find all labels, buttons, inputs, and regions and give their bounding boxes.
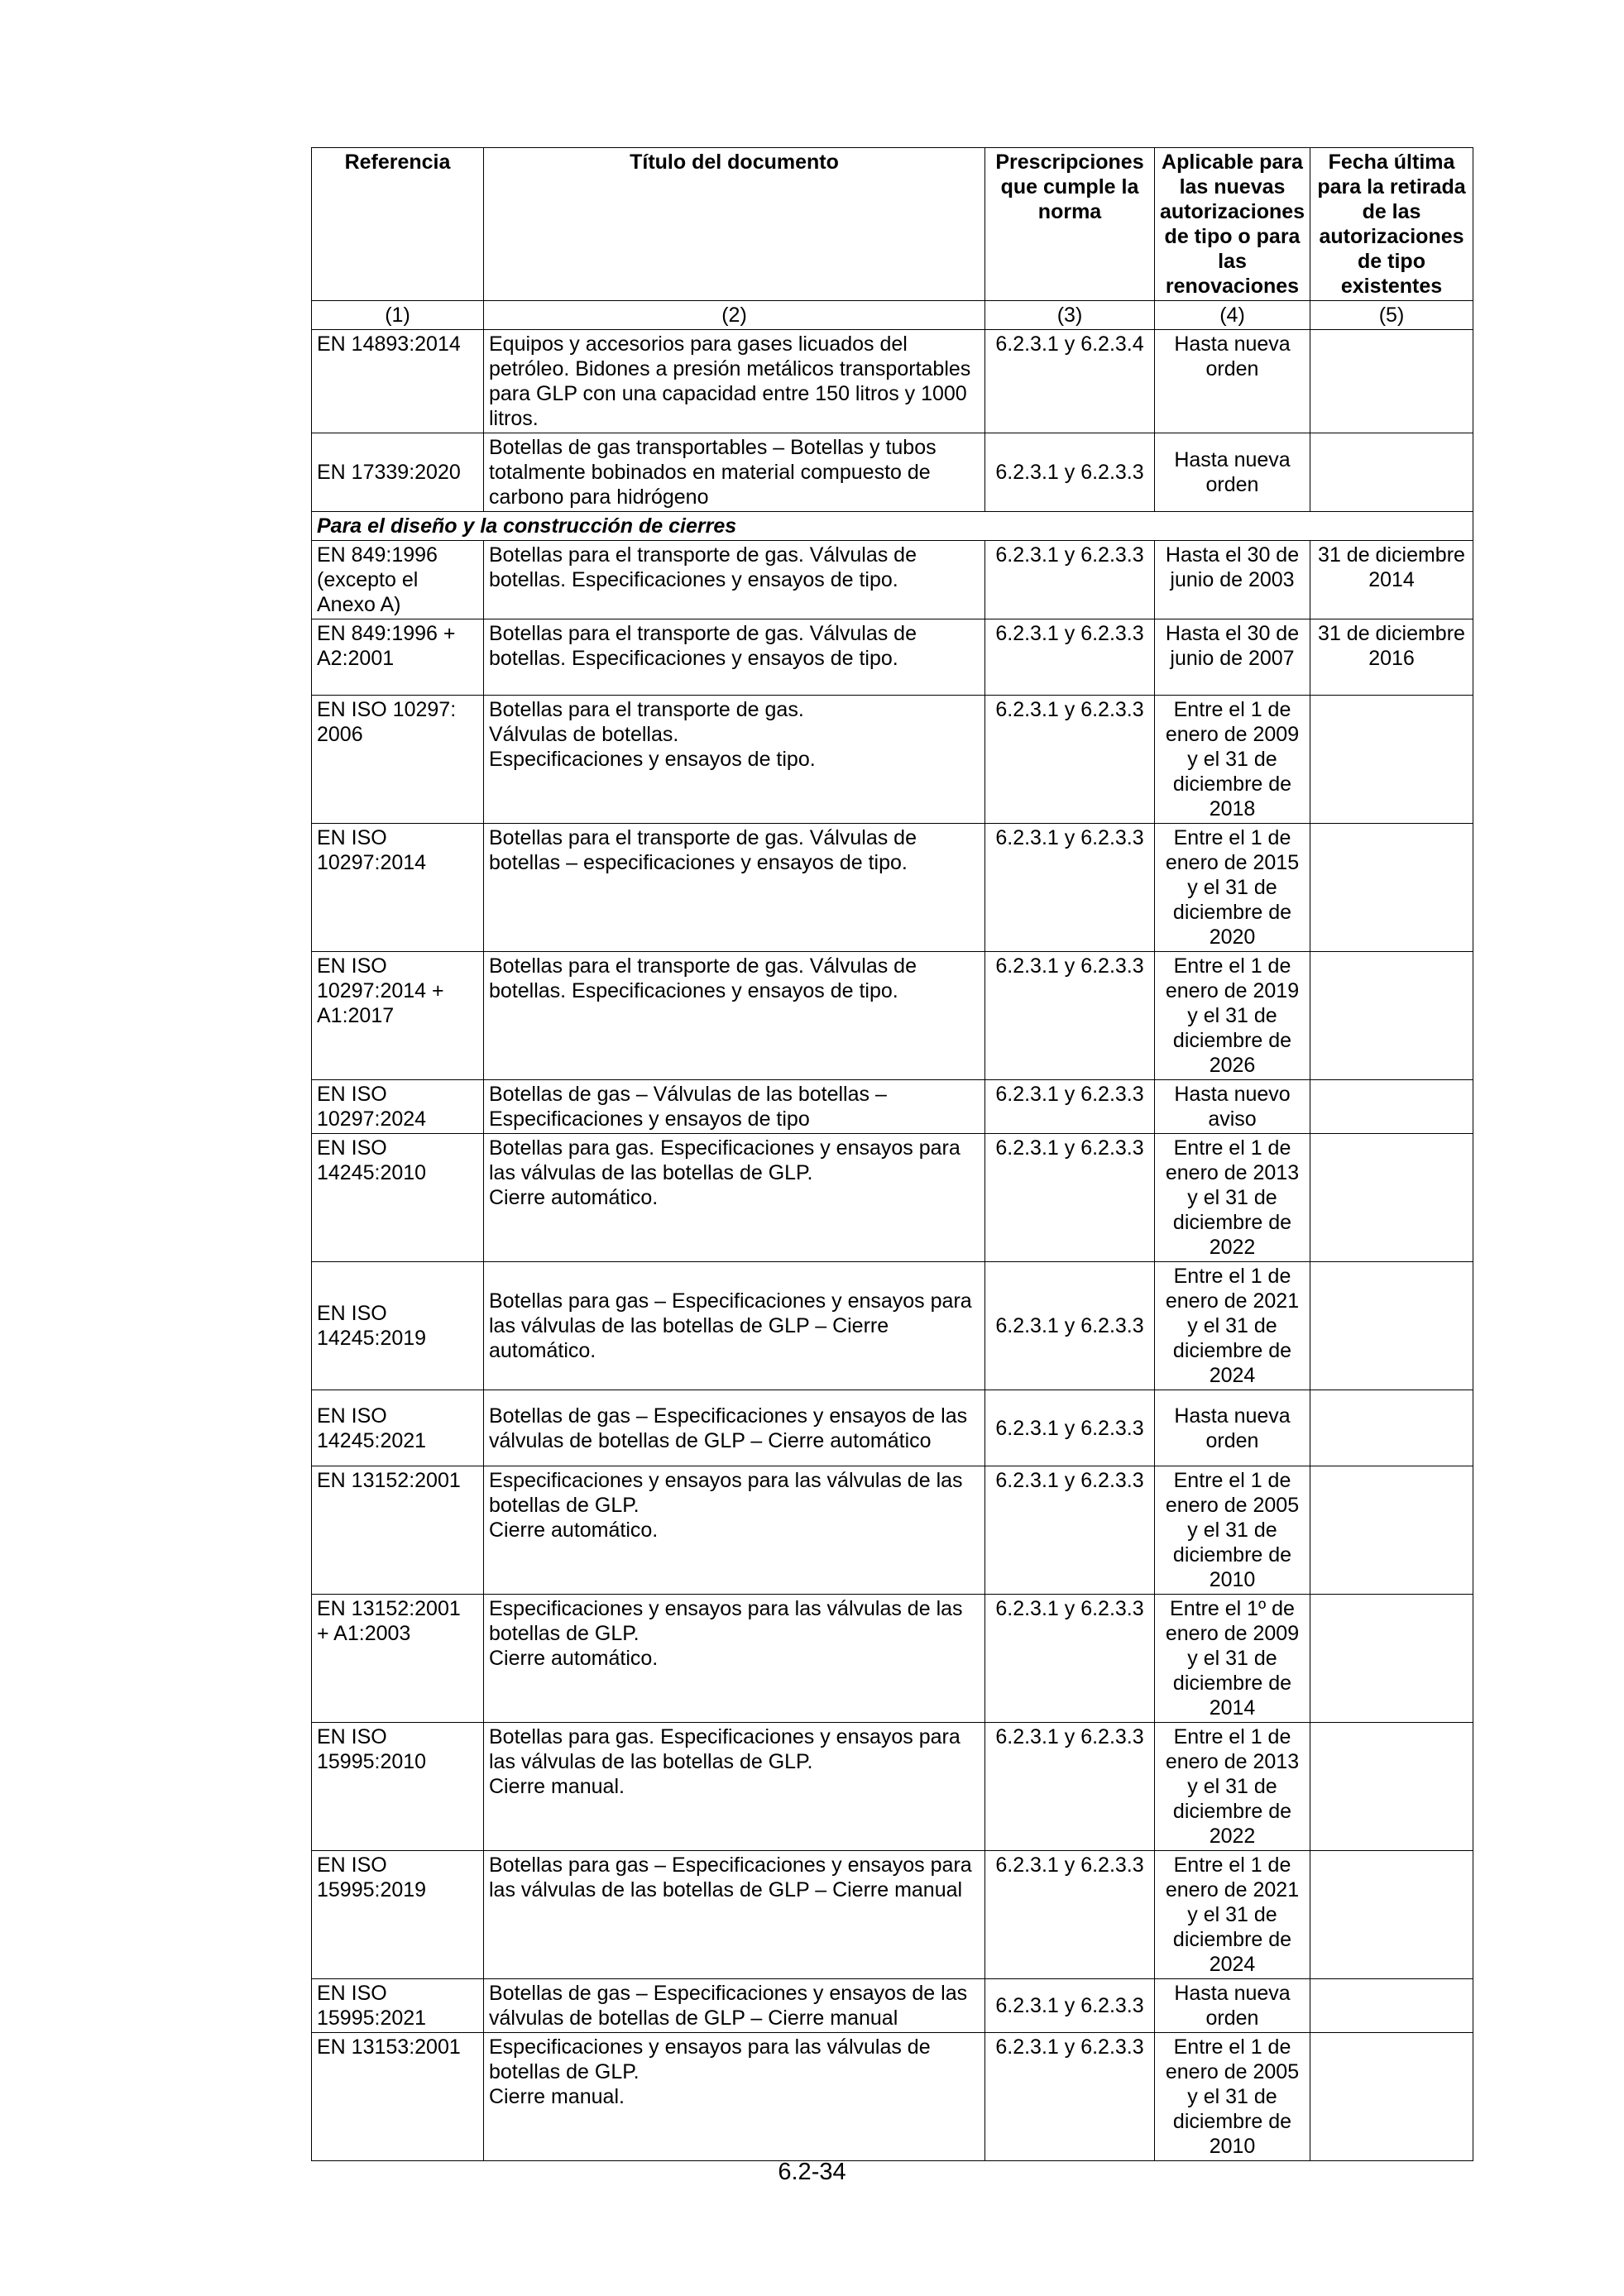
page-number: 6.2-34 bbox=[778, 2159, 846, 2185]
cell-document-title: Botellas para el transporte de gas. Válvulas de botellas. Especificaciones y ensayos de tipo. bbox=[484, 952, 985, 1080]
cell-requirements: 6.2.3.1 y 6.2.3.4 bbox=[985, 330, 1155, 433]
cell-reference: EN ISO 15995:2010 bbox=[312, 1723, 484, 1851]
cell-document-title: Botellas para el transporte de gas. Válvulas de botellas – especificaciones y ensayos de tipo. bbox=[484, 824, 985, 952]
header-requirements: Prescripciones que cumple la norma bbox=[985, 148, 1155, 301]
column-number: (2) bbox=[484, 301, 985, 330]
cell-document-title: Botellas de gas – Especificaciones y ensayos de las válvulas de botellas de GLP – Cierre automático bbox=[484, 1390, 985, 1466]
cell-requirements: 6.2.3.1 y 6.2.3.3 bbox=[985, 1979, 1155, 2033]
cell-reference: EN 849:1996 (excepto el Anexo A) bbox=[312, 541, 484, 619]
column-number: (4) bbox=[1155, 301, 1310, 330]
table-row bbox=[312, 619, 1473, 696]
cell-document-title: Botellas para el transporte de gas. Válvulas de botellas. Especificaciones y ensayos de tipo. bbox=[484, 541, 985, 619]
cell-withdrawal-date bbox=[1310, 1595, 1473, 1723]
cell-reference: EN ISO 15995:2019 bbox=[312, 1851, 484, 1979]
table-row bbox=[312, 1262, 1473, 1390]
header-row bbox=[312, 148, 1473, 301]
table-row bbox=[312, 330, 1473, 433]
cell-requirements: 6.2.3.1 y 6.2.3.3 bbox=[985, 1851, 1155, 1979]
cell-reference: EN ISO 14245:2010 bbox=[312, 1134, 484, 1262]
cell-applicable: Hasta nueva orden bbox=[1155, 330, 1310, 433]
cell-reference: EN ISO 14245:2021 bbox=[312, 1390, 484, 1466]
cell-document-title: Botellas de gas – Especificaciones y ensayos de las válvulas de botellas de GLP – Cierre manual bbox=[484, 1979, 985, 2033]
cell-withdrawal-date bbox=[1310, 1080, 1473, 1134]
cell-reference: EN 13152:2001 bbox=[312, 1466, 484, 1595]
cell-withdrawal-date bbox=[1310, 696, 1473, 824]
cell-document-title: Especificaciones y ensayos para las válvulas de las botellas de GLP. Cierre automático. bbox=[484, 1595, 985, 1723]
table-row bbox=[312, 1080, 1473, 1134]
cell-requirements: 6.2.3.1 y 6.2.3.3 bbox=[985, 433, 1155, 512]
cell-withdrawal-date bbox=[1310, 1979, 1473, 2033]
table-row bbox=[312, 696, 1473, 824]
cell-reference: EN ISO 10297:2014 + A1:2017 bbox=[312, 952, 484, 1080]
cell-requirements: 6.2.3.1 y 6.2.3.3 bbox=[985, 2033, 1155, 2161]
cell-applicable: Entre el 1 de enero de 2015 y el 31 de diciembre de 2020 bbox=[1155, 824, 1310, 952]
header-reference: Referencia bbox=[312, 148, 484, 301]
cell-reference: EN 13152:2001 + A1:2003 bbox=[312, 1595, 484, 1723]
cell-reference: EN 17339:2020 bbox=[312, 433, 484, 512]
cell-withdrawal-date bbox=[1310, 1723, 1473, 1851]
table-row bbox=[312, 1979, 1473, 2033]
cell-applicable: Hasta nueva orden bbox=[1155, 433, 1310, 512]
cell-applicable: Hasta nueva orden bbox=[1155, 1979, 1310, 2033]
cell-requirements: 6.2.3.1 y 6.2.3.3 bbox=[985, 952, 1155, 1080]
cell-requirements: 6.2.3.1 y 6.2.3.3 bbox=[985, 541, 1155, 619]
cell-withdrawal-date: 31 de diciembre 2016 bbox=[1310, 619, 1473, 696]
table-row bbox=[312, 824, 1473, 952]
section-row bbox=[312, 512, 1473, 541]
cell-requirements: 6.2.3.1 y 6.2.3.3 bbox=[985, 824, 1155, 952]
cell-document-title: Botellas de gas – Válvulas de las botellas – Especificaciones y ensayos de tipo bbox=[484, 1080, 985, 1134]
cell-applicable: Entre el 1 de enero de 2005 y el 31 de diciembre de 2010 bbox=[1155, 1466, 1310, 1595]
cell-withdrawal-date bbox=[1310, 1134, 1473, 1262]
cell-withdrawal-date bbox=[1310, 2033, 1473, 2161]
cell-requirements: 6.2.3.1 y 6.2.3.3 bbox=[985, 1390, 1155, 1466]
cell-requirements: 6.2.3.1 y 6.2.3.3 bbox=[985, 1723, 1155, 1851]
cell-applicable: Entre el 1 de enero de 2009 y el 31 de diciembre de 2018 bbox=[1155, 696, 1310, 824]
cell-withdrawal-date bbox=[1310, 1390, 1473, 1466]
cell-applicable: Entre el 1 de enero de 2013 y el 31 de diciembre de 2022 bbox=[1155, 1723, 1310, 1851]
table-row bbox=[312, 1390, 1473, 1466]
cell-reference: EN 14893:2014 bbox=[312, 330, 484, 433]
cell-requirements: 6.2.3.1 y 6.2.3.3 bbox=[985, 619, 1155, 696]
table-row bbox=[312, 2033, 1473, 2161]
cell-withdrawal-date bbox=[1310, 330, 1473, 433]
cell-document-title: Equipos y accesorios para gases licuados del petróleo. Bidones a presión metálicos transportables para GLP con una capacidad entre 150 litros y 1000 litros. bbox=[484, 330, 985, 433]
cell-applicable: Hasta nueva orden bbox=[1155, 1390, 1310, 1466]
cell-applicable: Entre el 1 de enero de 2005 y el 31 de diciembre de 2010 bbox=[1155, 2033, 1310, 2161]
cell-reference: EN ISO 14245:2019 bbox=[312, 1262, 484, 1390]
cell-withdrawal-date bbox=[1310, 952, 1473, 1080]
column-number: (1) bbox=[312, 301, 484, 330]
cell-withdrawal-date bbox=[1310, 1851, 1473, 1979]
cell-requirements: 6.2.3.1 y 6.2.3.3 bbox=[985, 1134, 1155, 1262]
table-row bbox=[312, 1851, 1473, 1979]
cell-document-title: Botellas para el transporte de gas. Válvulas de botellas. Especificaciones y ensayos de tipo. bbox=[484, 696, 985, 824]
section-title: Para el diseño y la construcción de cierres bbox=[312, 512, 1473, 541]
standards-table bbox=[311, 147, 1473, 2161]
table-row bbox=[312, 1134, 1473, 1262]
cell-document-title: Botellas para gas – Especificaciones y ensayos para las válvulas de las botellas de GLP – Cierre automático. bbox=[484, 1262, 985, 1390]
cell-document-title: Botellas para el transporte de gas. Válvulas de botellas. Especificaciones y ensayos de tipo. bbox=[484, 619, 985, 696]
cell-reference: EN ISO 10297:2024 bbox=[312, 1080, 484, 1134]
cell-requirements: 6.2.3.1 y 6.2.3.3 bbox=[985, 1262, 1155, 1390]
cell-applicable: Hasta el 30 de junio de 2007 bbox=[1155, 619, 1310, 696]
cell-document-title: Especificaciones y ensayos para las válvulas de las botellas de GLP. Cierre automático. bbox=[484, 1466, 985, 1595]
table-row bbox=[312, 1595, 1473, 1723]
cell-withdrawal-date bbox=[1310, 433, 1473, 512]
cell-applicable: Entre el 1 de enero de 2021 y el 31 de diciembre de 2024 bbox=[1155, 1851, 1310, 1979]
cell-withdrawal-date bbox=[1310, 1262, 1473, 1390]
cell-withdrawal-date: 31 de diciembre 2014 bbox=[1310, 541, 1473, 619]
column-number: (3) bbox=[985, 301, 1155, 330]
cell-document-title: Botellas para gas. Especificaciones y ensayos para las válvulas de las botellas de GLP. Cierre automático. bbox=[484, 1134, 985, 1262]
cell-requirements: 6.2.3.1 y 6.2.3.3 bbox=[985, 1595, 1155, 1723]
cell-reference: EN ISO 10297:2014 bbox=[312, 824, 484, 952]
table-row bbox=[312, 952, 1473, 1080]
cell-reference: EN ISO 15995:2021 bbox=[312, 1979, 484, 2033]
table-row bbox=[312, 1466, 1473, 1595]
cell-withdrawal-date bbox=[1310, 1466, 1473, 1595]
header-document-title: Título del documento bbox=[484, 148, 985, 301]
cell-document-title: Botellas para gas. Especificaciones y ensayos para las válvulas de las botellas de GLP. Cierre manual. bbox=[484, 1723, 985, 1851]
cell-reference: EN ISO 10297: 2006 bbox=[312, 696, 484, 824]
cell-applicable: Entre el 1 de enero de 2019 y el 31 de diciembre de 2026 bbox=[1155, 952, 1310, 1080]
header-withdrawal-date: Fecha última para la retirada de las autorizaciones de tipo existentes bbox=[1310, 148, 1473, 301]
cell-applicable: Hasta el 30 de junio de 2003 bbox=[1155, 541, 1310, 619]
column-number-row bbox=[312, 301, 1473, 330]
table-row bbox=[312, 541, 1473, 619]
cell-applicable: Entre el 1 de enero de 2013 y el 31 de diciembre de 2022 bbox=[1155, 1134, 1310, 1262]
header-applicable: Aplicable para las nuevas autorizaciones de tipo o para las renovaciones bbox=[1155, 148, 1310, 301]
cell-requirements: 6.2.3.1 y 6.2.3.3 bbox=[985, 1080, 1155, 1134]
table-row bbox=[312, 433, 1473, 512]
cell-applicable: Entre el 1º de enero de 2009 y el 31 de diciembre de 2014 bbox=[1155, 1595, 1310, 1723]
cell-applicable: Entre el 1 de enero de 2021 y el 31 de diciembre de 2024 bbox=[1155, 1262, 1310, 1390]
cell-withdrawal-date bbox=[1310, 824, 1473, 952]
cell-document-title: Botellas de gas transportables – Botellas y tubos totalmente bobinados en material compuesto de carbono para hidrógeno bbox=[484, 433, 985, 512]
table-row bbox=[312, 1723, 1473, 1851]
cell-requirements: 6.2.3.1 y 6.2.3.3 bbox=[985, 696, 1155, 824]
cell-reference: EN 13153:2001 bbox=[312, 2033, 484, 2161]
cell-requirements: 6.2.3.1 y 6.2.3.3 bbox=[985, 1466, 1155, 1595]
cell-reference: EN 849:1996 + A2:2001 bbox=[312, 619, 484, 696]
cell-document-title: Especificaciones y ensayos para las válvulas de botellas de GLP. Cierre manual. bbox=[484, 2033, 985, 2161]
cell-applicable: Hasta nuevo aviso bbox=[1155, 1080, 1310, 1134]
column-number: (5) bbox=[1310, 301, 1473, 330]
cell-document-title: Botellas para gas – Especificaciones y ensayos para las válvulas de las botellas de GLP – Cierre manual bbox=[484, 1851, 985, 1979]
